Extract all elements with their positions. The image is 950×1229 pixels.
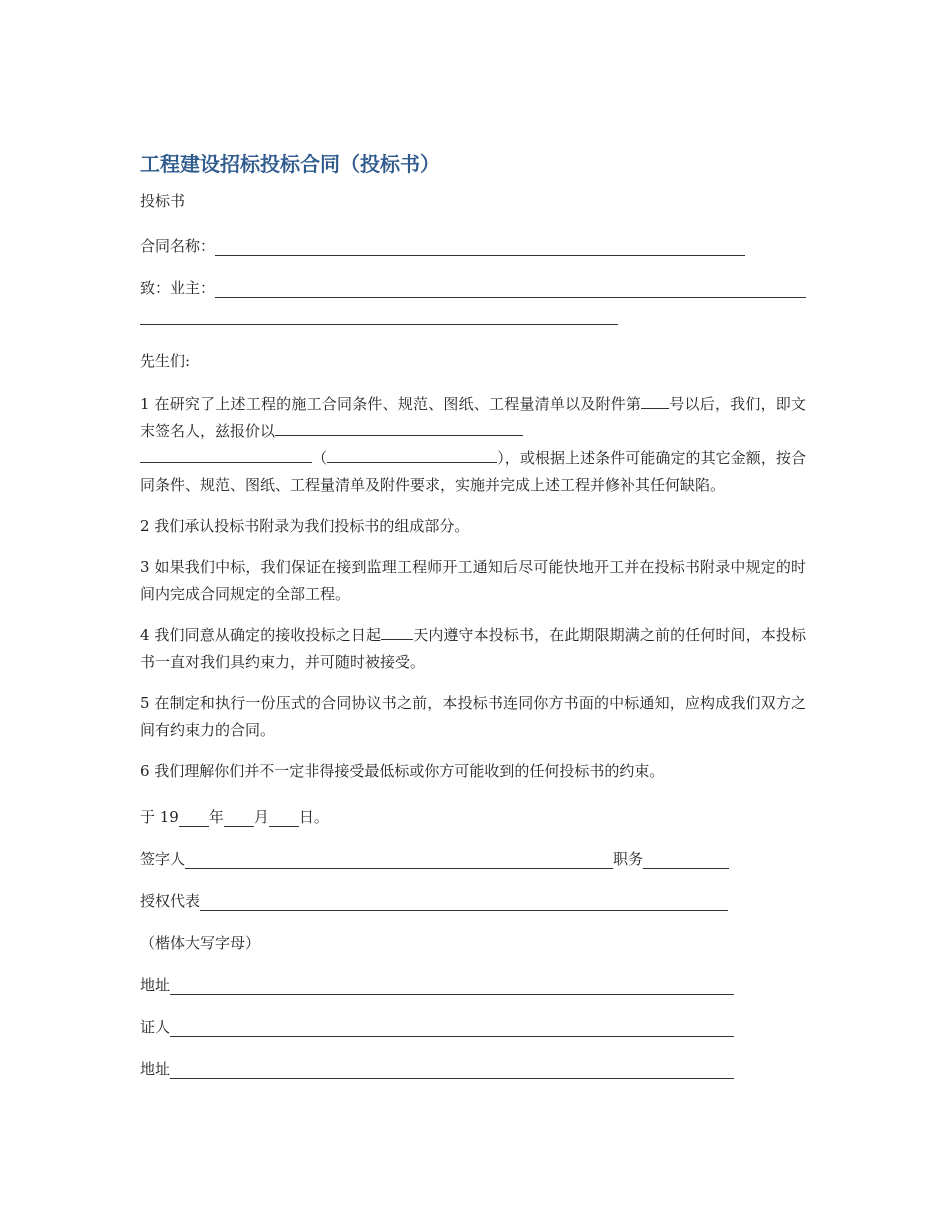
days-blank xyxy=(381,625,413,640)
witness-blank xyxy=(170,1020,734,1037)
date-day-label: 日。 xyxy=(298,808,329,826)
signer-blank xyxy=(185,852,613,869)
to-owner-blank xyxy=(215,281,806,298)
document-subtitle: 投标书 xyxy=(140,192,186,210)
address-row-2 xyxy=(140,1055,806,1079)
day-blank xyxy=(269,812,299,827)
to-owner-row xyxy=(140,274,806,298)
to-owner-blank-continued xyxy=(140,308,618,325)
paragraph-3: 3 如果我们中标，我们保证在接到监理工程师开工通知后尽可能快地开工并在投标书附录中规定的时间内完成合同规定的全部工程。 xyxy=(140,558,806,603)
contract-name-blank xyxy=(215,239,745,256)
paragraph-1 xyxy=(140,391,806,499)
authorized-label: 授权代表 xyxy=(140,892,201,910)
paragraph-4-text-b: 天内遵守本投标书，在此期限期满之前的任何时间，本投标书一直对我们具约束力，并可随时被接受。 xyxy=(140,626,806,671)
contract-name-row xyxy=(140,232,806,256)
address-blank-2 xyxy=(170,1062,734,1079)
paragraph-6: 6 我们理解你们并不一定非得接受最低标或你方可能收到的任何投标书的约束。 xyxy=(140,762,665,780)
position-label: 职务 xyxy=(613,850,644,868)
signer-row xyxy=(140,845,806,869)
year-blank xyxy=(179,812,209,827)
address-row-1 xyxy=(140,971,806,995)
address-label-2: 地址 xyxy=(140,1060,171,1078)
paragraph-5: 5 在制定和执行一份压式的合同协议书之前，本投标书连同你方书面的中标通知，应构成我们双方之间有约束力的合同。 xyxy=(140,694,806,739)
witness-row xyxy=(140,1013,806,1037)
address-label-1: 地址 xyxy=(140,976,171,994)
position-blank xyxy=(643,852,729,869)
contract-name-label: 合同名称： xyxy=(140,237,216,255)
price-blank-1 xyxy=(275,421,523,436)
date-month-label: 月 xyxy=(253,808,269,826)
date-year-label: 年 xyxy=(208,808,224,826)
date-row xyxy=(140,803,806,827)
document-title: 工程建设招标投标合同（投标书） xyxy=(140,152,440,176)
annex-number-blank xyxy=(641,394,669,409)
block-letters-note: （楷体大写字母） xyxy=(140,934,261,952)
signer-label: 签字人 xyxy=(140,850,186,868)
authorized-blank xyxy=(200,894,728,911)
address-blank-1 xyxy=(170,978,734,995)
salutation: 先生们: xyxy=(140,352,191,370)
paragraph-4-text-a: 4 我们同意从确定的接收投标之日起 xyxy=(140,626,382,644)
paragraph-1-text-b: 号以后，我们，即文末签名人，兹报价以 xyxy=(140,395,806,440)
paragraph-1-text-d: ），或根据上述条件可能确定的其它金额，按合同条件、规范、图纸、工程量清单及附件要求，实施并完成上述工程并修补其任何缺陷。 xyxy=(140,449,806,494)
paragraph-4 xyxy=(140,622,806,676)
month-blank xyxy=(224,812,254,827)
date-prefix: 于 19 xyxy=(140,808,179,826)
paragraph-1-text-c: （ xyxy=(312,449,328,467)
price-blank-2 xyxy=(140,448,312,463)
paragraph-2: 2 我们承认投标书附录为我们投标书的组成部分。 xyxy=(140,517,470,535)
block-letters-row xyxy=(140,929,806,953)
price-words-blank xyxy=(327,448,497,463)
to-owner-block xyxy=(140,274,806,324)
authorized-row xyxy=(140,887,806,911)
document-page xyxy=(140,148,806,1079)
to-owner-label: 致：业主： xyxy=(140,279,216,297)
paragraph-1-text-a: 1 在研究了上述工程的施工合同条件、规范、图纸、工程量清单以及附件第 xyxy=(140,395,642,413)
witness-label: 证人 xyxy=(140,1018,171,1036)
